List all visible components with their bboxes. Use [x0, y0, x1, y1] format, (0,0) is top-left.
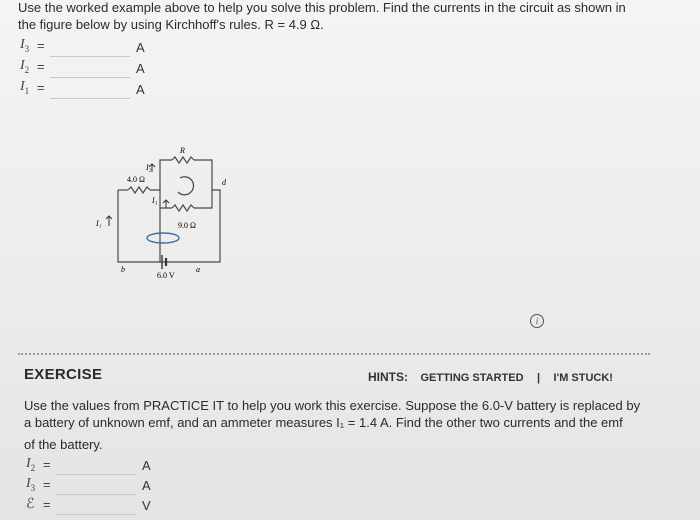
hints-label: HINTS:	[368, 370, 408, 384]
info-icon[interactable]: i	[530, 314, 544, 328]
getting-started-link[interactable]: GETTING STARTED	[420, 372, 524, 384]
top-right-wire	[194, 160, 212, 190]
label-b: b	[121, 265, 125, 274]
hints-bar	[368, 368, 613, 386]
label-i1: I₁	[96, 219, 102, 228]
equals-sign: =	[43, 477, 51, 492]
loop-arrow-lower	[147, 233, 179, 243]
i1-arrow	[106, 216, 112, 226]
problem-text-line1: Use the worked example above to help you solve this problem. Find the currents in the circuit as shown in	[18, 0, 626, 15]
exercise-text-line1: Use the values from PRACTICE IT to help you work this exercise. Suppose the 6.0-V battery is replaced by	[24, 398, 641, 413]
section-divider	[18, 353, 650, 355]
lower-right-wire	[194, 190, 212, 208]
exercise-title: EXERCISE	[24, 366, 103, 383]
outer-left-wire	[118, 190, 220, 262]
unit-label: A	[136, 61, 145, 76]
unit-label: V	[142, 498, 151, 513]
label-6v: 6.0 V	[157, 271, 175, 280]
label-i3: I₃	[152, 196, 158, 205]
im-stuck-link[interactable]: I'M STUCK!	[553, 372, 613, 384]
answer-variable: ℰ	[26, 497, 35, 512]
answer-variable: $I_2$	[20, 58, 30, 75]
answer-variable: $I_1$	[20, 79, 30, 96]
equals-sign: =	[37, 59, 45, 74]
resistor-R	[172, 157, 194, 163]
label-a: a	[196, 265, 200, 274]
label-4ohm: 4.0 Ω	[127, 175, 145, 184]
unit-label: A	[142, 478, 151, 493]
exercise-text-line3: of the battery.	[24, 437, 103, 452]
resistor-9ohm	[172, 205, 194, 211]
equals-sign: =	[43, 497, 51, 512]
unit-label: A	[136, 82, 145, 97]
unit-label: A	[136, 40, 145, 55]
loop-arrow-upper	[178, 177, 194, 195]
resistor-4ohm	[128, 187, 150, 193]
exercise-emf-input[interactable]	[56, 496, 136, 515]
unit-label: A	[142, 458, 151, 473]
answer-variable: $I_3$	[20, 37, 30, 54]
exercise-text-line2: a battery of unknown emf, and an ammeter measures I₁ = 1.4 A. Find the other two currents and the emf	[24, 415, 623, 430]
equals-sign: =	[43, 457, 51, 472]
equals-sign: =	[37, 80, 45, 95]
exercise-i3-input[interactable]	[56, 476, 136, 495]
label-i2: I₂	[146, 163, 152, 172]
equals-sign: =	[37, 38, 45, 53]
answer-variable: $I_2$	[26, 456, 36, 473]
label-d: d	[222, 178, 226, 187]
mid-wire	[150, 160, 172, 190]
answer-variable: $I_3$	[26, 476, 36, 493]
hint-separator: |	[536, 372, 541, 384]
label-R: R	[180, 146, 185, 155]
i3-arrow	[163, 200, 169, 208]
exercise-i2-input[interactable]	[56, 456, 136, 475]
problem-text-line2: the figure below by using Kirchhoff's rules. R = 4.9 Ω.	[18, 17, 324, 32]
label-9ohm: 9.0 Ω	[178, 221, 196, 230]
